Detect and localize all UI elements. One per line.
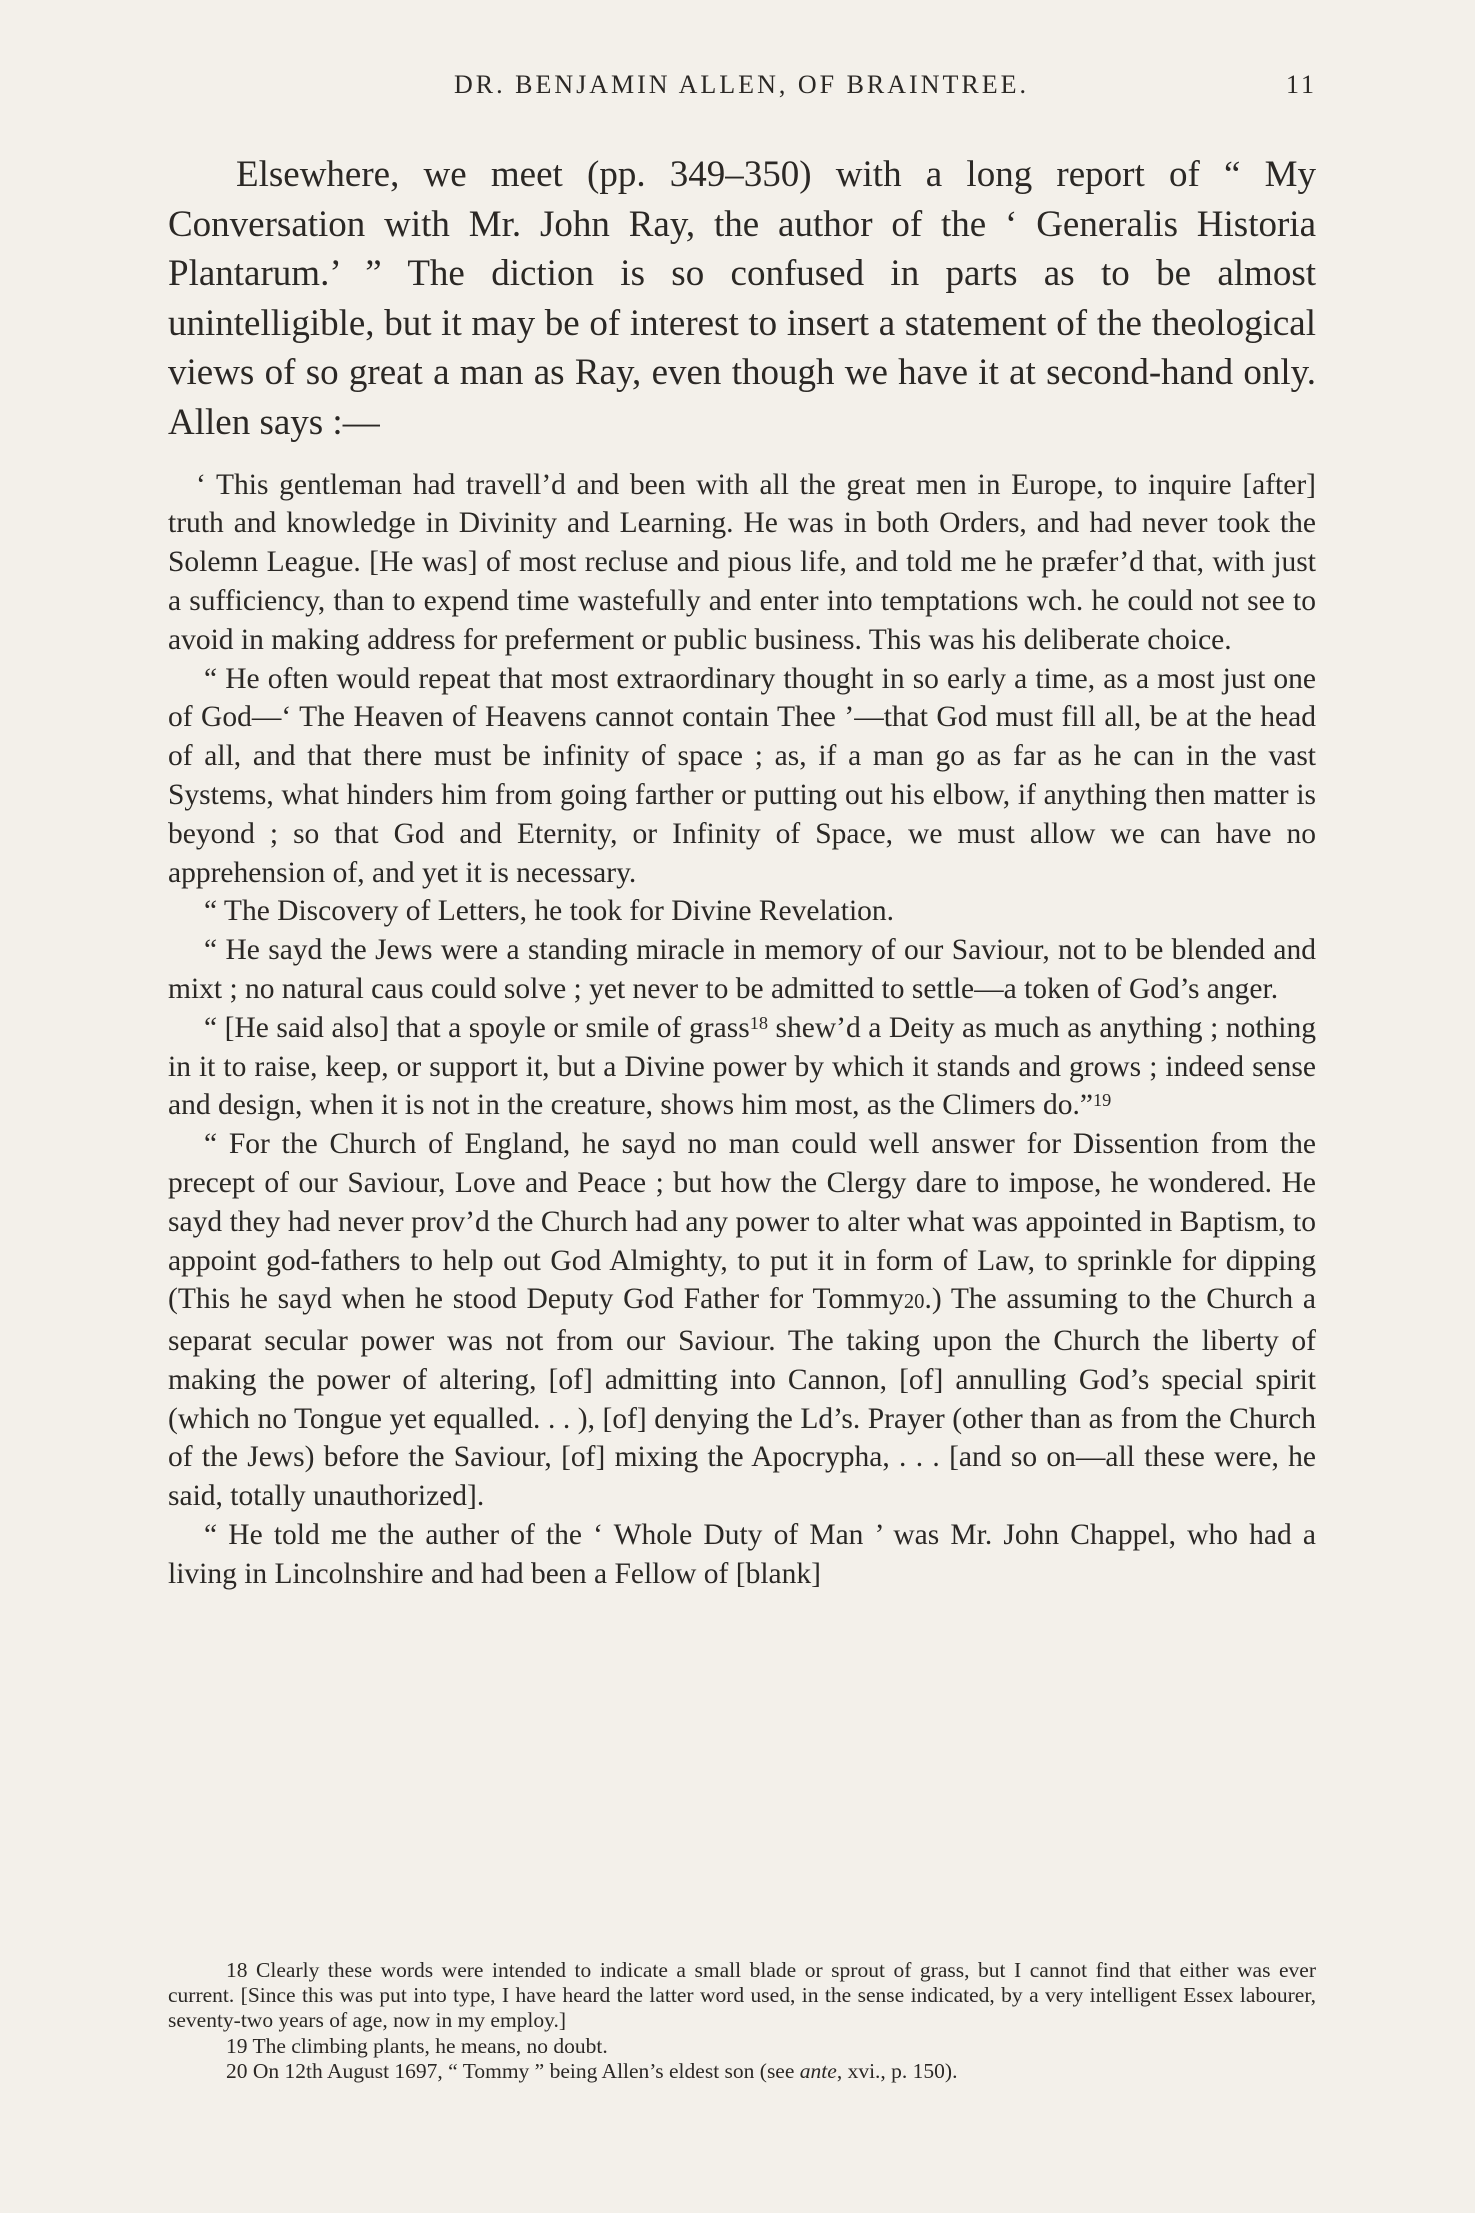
quote-paragraph [168,1125,1316,1516]
running-title: DR. BENJAMIN ALLEN, OF BRAINTREE. [454,70,1029,99]
quote-text: “ [He said also] that a spoyle or smile of grass [204,1011,750,1044]
footnote-18: 18 Clearly these words were intended to indicate a small blade or sprout of grass, but I cannot find that either was ever current. [Since this was put into type, I have heard the latter word used, in the sense indicated, by a very intelligent Essex labourer, seventy-two years of age, now in my employ.] [168,1958,1316,2033]
running-header [166,70,1317,110]
quote-paragraph: “ He told me the auther of the ‘ Whole Duty of Man ’ was Mr. John Chappel, who had a living in Lincolnshire and had been a Fellow of [blank] [168,1519,1316,1590]
intro-paragraph: Elsewhere, we meet (pp. 349–350) with a long report of “ My Conversation with Mr. John Ray, the author of the ‘ Generalis Historia Plantarum.’ ” The diction is so confused in parts as to be almost unintelligible, but it may be of interest to insert a statement of the theological views of so great a man as Ray, even though we have it at second-hand only. Allen says :— [168,154,1316,443]
quote-paragraph [168,1009,1316,1125]
quote-paragraph: “ He sayd the Jews were a standing miracle in memory of our Saviour, not to be blended and mixt ; no natural caus could solve ; yet never to be admitted to settle—a token of God’s anger. [168,934,1316,1005]
quote-text: .) The assuming to the Church a separat secular power was not from our Saviour. The taking upon the Church the liberty of making the power of altering, [of] admitting into Cannon, [of] annulling God’s special spirit (which no Tongue yet equalled. . . ), [of] denying the Ld’s. Prayer (other than as from the Church of the Jews) before the Saviour, [of] mixing the Apocrypha, . . . [and so on—all these were, he said, totally unauthorized]. [168,1283,1316,1513]
footnote-ref-18: 18 [749,1012,768,1033]
footnote-italic: ante [799,2058,837,2083]
footnote-19: 19 The climbing plants, he means, no doubt. [226,2033,608,2058]
quote-text: shew’d a Deity as much as anything ; nothing in it to raise, keep, or support it, but a Divine power by which it stands and grows ; indeed sense and design, when it is not in the creature, shows him most, as the Climers do.” [168,1011,1316,1122]
footnotes [168,1958,1316,2084]
footnote-text: 20 On 12th August 1697, “ Tommy ” being Allen’s eldest son (see [226,2058,800,2083]
quote-paragraph: ‘ This gentleman had travell’d and been with all the great men in Europe, to inquire [after] truth and knowledge in Divinity and Learning. He was in both Orders, and had never took the Solemn League. [He was] of most recluse and pious life, and told me he præfer’d that, with just a sufficiency, than to expend time wastefully and enter into temptations wch. he could not see to avoid in making address for preferment or public business. This was his deliberate choice. [168,468,1316,656]
intro-section [168,150,1316,448]
quote-paragraph: “ He often would repeat that most extraordinary thought in so early a time, as a most just one of God—‘ The Heaven of Heavens cannot contain Thee ’—that God must fill all, be at the head of all, and that there must be infinity of space ; as, if a man go as far as he can in the vast Systems, what hinders him from going farther or putting out his elbow, if anything then matter is beyond ; so that God and Eternity, or Infinity of Space, we must allow we can have no apprehension of, and yet it is necessary. [168,662,1316,889]
footnote-ref-20: 20 [903,1291,925,1314]
main-text [168,150,1316,1594]
quote-paragraph: “ The Discovery of Letters, he took for Divine Revelation. [204,895,895,928]
footnote-20 [168,2059,1316,2084]
quote-text: “ For the Church of England, he sayd no man could well answer for Dissention from the precept of our Saviour, Love and Peace ; but how the Clergy dare to impose, he wondered. He sayd they had never prov’d the Church had any power to alter what was appointed in Baptism, to appoint god-fathers to help out God Almighty, to put it in form of Law, to sprinkle for dipping (This he sayd when he stood Deputy God Father for Tommy [168,1128,1316,1316]
footnote-ref-19: 19 [1093,1090,1112,1111]
footnote-text: , xvi., p. 150). [836,2058,958,2083]
quoted-conversation [168,466,1316,1594]
page-number: 11 [1285,70,1317,99]
